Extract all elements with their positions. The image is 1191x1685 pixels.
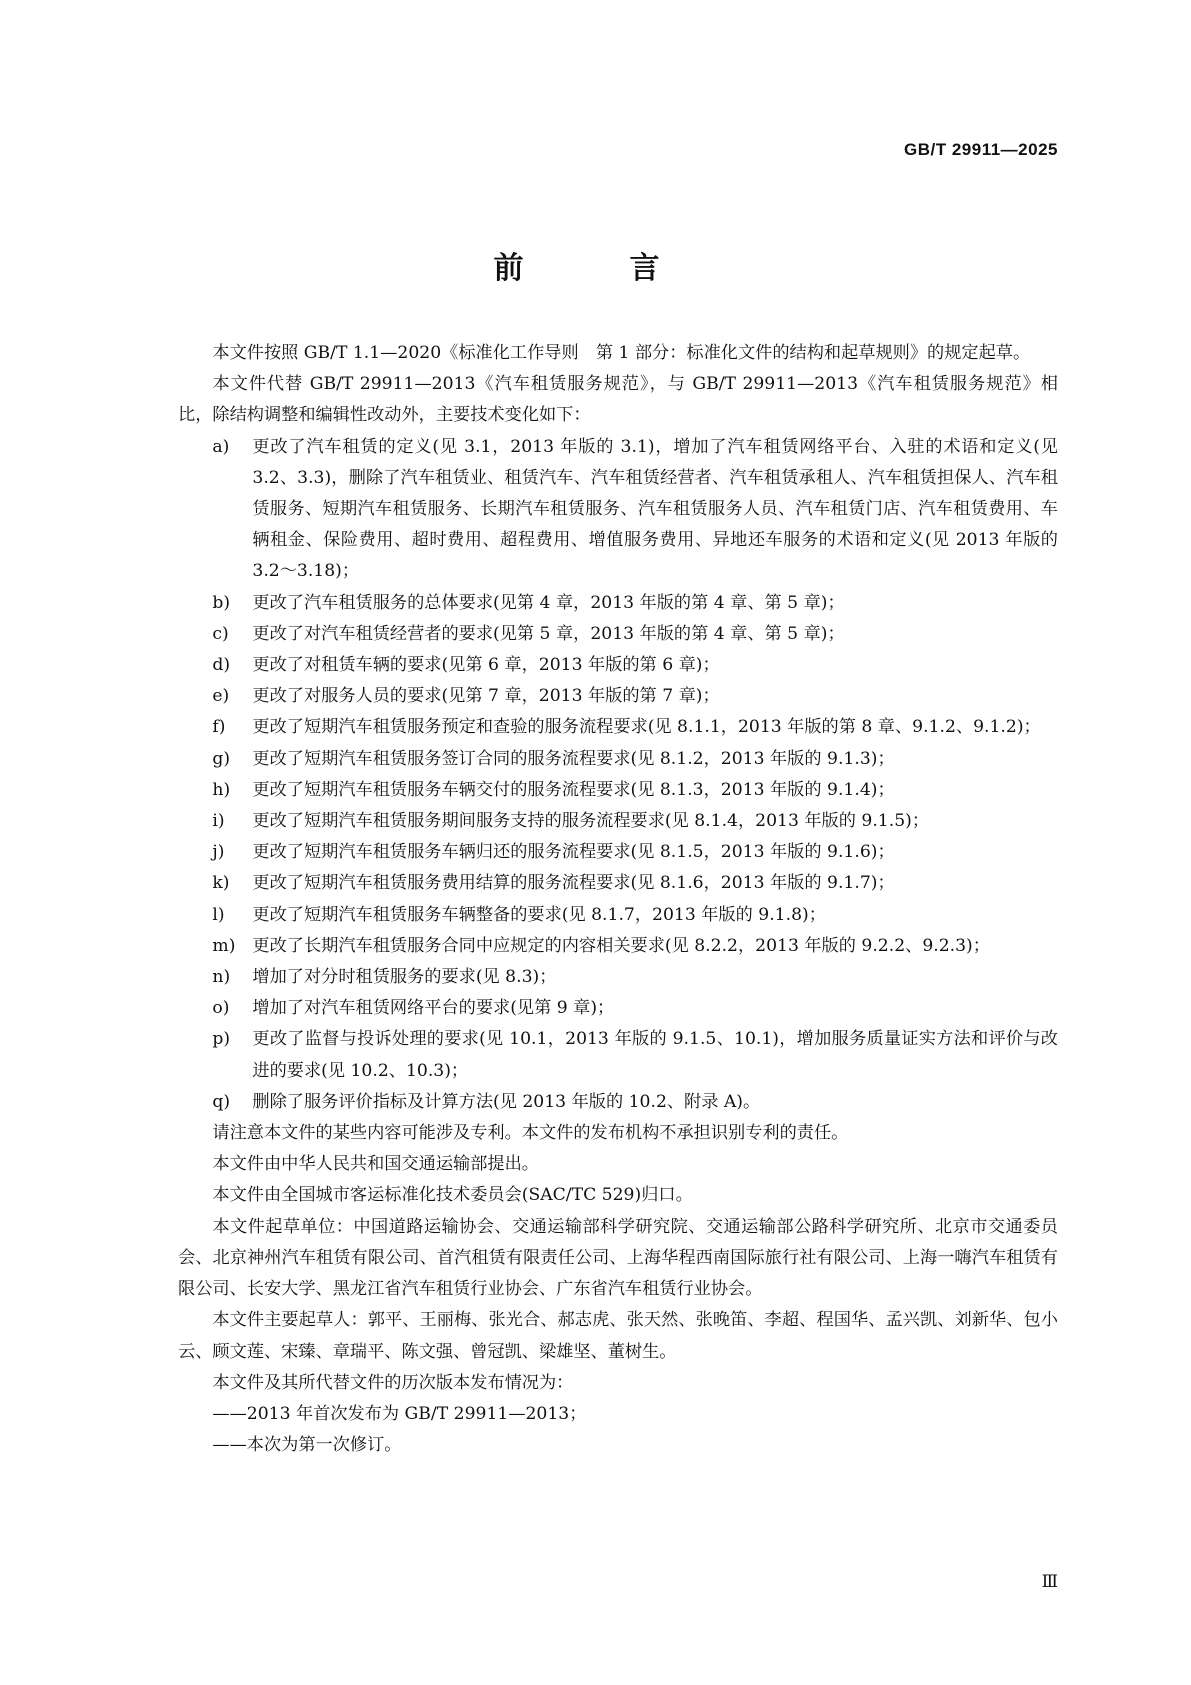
list-text: 更改了短期汽车租赁服务预定和查验的服务流程要求(见 8.1.1，2013 年版的第 8 章、9.1.2、9.1.2)； (252, 717, 1041, 738)
list-text: 增加了对分时租赁服务的要求(见 8.3)； (252, 967, 557, 988)
paragraph: 请注意本文件的某些内容可能涉及专利。本文件的发布机构不承担识别专利的责任。 (212, 1123, 849, 1144)
list-label: k) (212, 873, 230, 894)
list-item (178, 1024, 1058, 1086)
paragraph: 本文件代替 GB/T 29911—2013《汽车租赁服务规范》，与 GB/T 29911—2013《汽车租赁服务规范》相比，除结构调整和编辑性改动外，主要技术变化如下： (178, 374, 1058, 426)
paragraph: 本文件按照 GB/T 1.1—2020《标准化工作导则 第 1 部分：标准化文件的结构和起草规则》的规定起草。 (212, 343, 1031, 363)
history-item: ——本次为第一次修订。 (212, 1435, 402, 1456)
standard-code: GB/T 29911—2025 (904, 140, 1058, 159)
list-label: m) (212, 935, 236, 956)
list-text: 更改了对租赁车辆的要求(见第 6 章，2013 年版的第 6 章)； (252, 655, 720, 676)
page-title: 前 言 (493, 251, 698, 286)
paragraph: 本文件主要起草人：郭平、王丽梅、张光合、郝志虎、张天然、张晚笛、李超、程国华、孟兴凯、刘新华、包小云、顾文莲、宋臻、章瑞平、陈文强、曾冠凯、梁雄坚、董树生。 (178, 1310, 1058, 1362)
list-item (178, 806, 1058, 837)
list-text: 更改了汽车租赁服务的总体要求(见第 4 章，2013 年版的第 4 章、第 5 章)； (252, 592, 845, 613)
list-item (178, 837, 1058, 868)
list-label: f) (212, 717, 226, 738)
list-label: e) (212, 686, 230, 707)
list-label: c) (212, 623, 229, 644)
list-item (178, 900, 1058, 931)
list-label: b) (212, 592, 231, 613)
paragraph: 本文件及其所代替文件的历次版本发布情况为： (212, 1372, 574, 1393)
list-text: 删除了服务评价指标及计算方法(见 2013 年版的 10.2、附录 A)。 (252, 1091, 761, 1112)
list-text: 更改了对服务人员的要求(见第 7 章，2013 年版的第 7 章)； (252, 686, 720, 707)
page-number: Ⅲ (1041, 1572, 1058, 1592)
list-text: 更改了短期汽车租赁服务费用结算的服务流程要求(见 8.1.6，2013 年版的 9.1.7)； (252, 873, 895, 894)
list-text: 更改了长期汽车租赁服务合同中应规定的内容相关要求(见 8.2.2，2013 年版的 9.2.2、9.2.3)； (252, 935, 990, 956)
list-item (178, 868, 1058, 899)
list-item (178, 993, 1058, 1024)
list-text: 更改了短期汽车租赁服务车辆归还的服务流程要求(见 8.1.5，2013 年版的 9.1.6)； (252, 842, 895, 863)
paragraph: 本文件由全国城市客运标准化技术委员会(SAC/TC 529)归口。 (212, 1185, 693, 1206)
foreword-body (178, 338, 1058, 1461)
list-item (178, 744, 1058, 775)
list-item (178, 681, 1058, 712)
list-item (178, 931, 1058, 962)
changes-list (178, 432, 1058, 1118)
list-text: 更改了对汽车租赁经营者的要求(见第 5 章，2013 年版的第 4 章、第 5 章)； (252, 623, 845, 644)
list-label: i) (212, 811, 225, 832)
list-text: 更改了短期汽车租赁服务车辆整备的要求(见 8.1.7，2013 年版的 9.1.8)； (252, 904, 826, 925)
list-item (178, 588, 1058, 619)
list-text: 增加了对汽车租赁网络平台的要求(见第 9 章)； (252, 998, 615, 1019)
list-label: d) (212, 655, 231, 676)
list-item (178, 1087, 1058, 1118)
paragraph: 本文件起草单位：中国道路运输协会、交通运输部科学研究院、交通运输部公路科学研究所、北京市交通委员会、北京神州汽车租赁有限公司、首汽租赁有限责任公司、上海华程西南国际旅行社有限公司、上海一嗨汽车租赁有限公司、长安大学、黑龙江省汽车租赁行业协会、广东省汽车租赁行业协会。 (178, 1216, 1058, 1300)
list-text: 更改了汽车租赁的定义(见 3.1，2013 年版的 3.1)，增加了汽车租赁网络平台、入驻的术语和定义(见 3.2、3.3)，删除了汽车租赁业、租赁汽车、汽车租赁经营者、汽车租赁承租人、汽车租赁担保人、汽车租赁服务、短期汽车租赁服务、长期汽车租赁服务、汽车租赁服务人员、汽车租赁门店、汽车租赁费用、车辆租金、保险费用、超时费用、超程费用、增值服务费用、异地还车服务的术语和定义(见 2013 年版的 3.2～3.18)； (252, 436, 1058, 582)
paragraph: 本文件由中华人民共和国交通运输部提出。 (212, 1154, 539, 1175)
list-item (178, 432, 1058, 588)
list-item (178, 775, 1058, 806)
list-label: p) (212, 1029, 231, 1050)
list-label: n) (212, 967, 231, 988)
list-item (178, 650, 1058, 681)
list-label: h) (212, 779, 231, 800)
list-label: j) (212, 842, 225, 863)
list-label: q) (212, 1091, 231, 1112)
list-label: o) (212, 998, 230, 1019)
list-item (178, 712, 1058, 743)
list-item (178, 619, 1058, 650)
list-item (178, 962, 1058, 993)
history-item: ——2013 年首次发布为 GB/T 29911—2013； (212, 1403, 587, 1424)
list-label: l) (212, 904, 225, 925)
list-label: a) (212, 436, 230, 457)
list-text: 更改了监督与投诉处理的要求(见 10.1，2013 年版的 9.1.5、10.1)，增加服务质量证实方法和评价与改进的要求(见 10.2、10.3)； (252, 1029, 1058, 1081)
list-label: g) (212, 748, 231, 769)
list-text: 更改了短期汽车租赁服务车辆交付的服务流程要求(见 8.1.3，2013 年版的 9.1.4)； (252, 779, 895, 800)
list-text: 更改了短期汽车租赁服务期间服务支持的服务流程要求(见 8.1.4，2013 年版的 9.1.5)； (252, 811, 930, 832)
list-text: 更改了短期汽车租赁服务签订合同的服务流程要求(见 8.1.2，2013 年版的 9.1.3)； (252, 748, 895, 769)
